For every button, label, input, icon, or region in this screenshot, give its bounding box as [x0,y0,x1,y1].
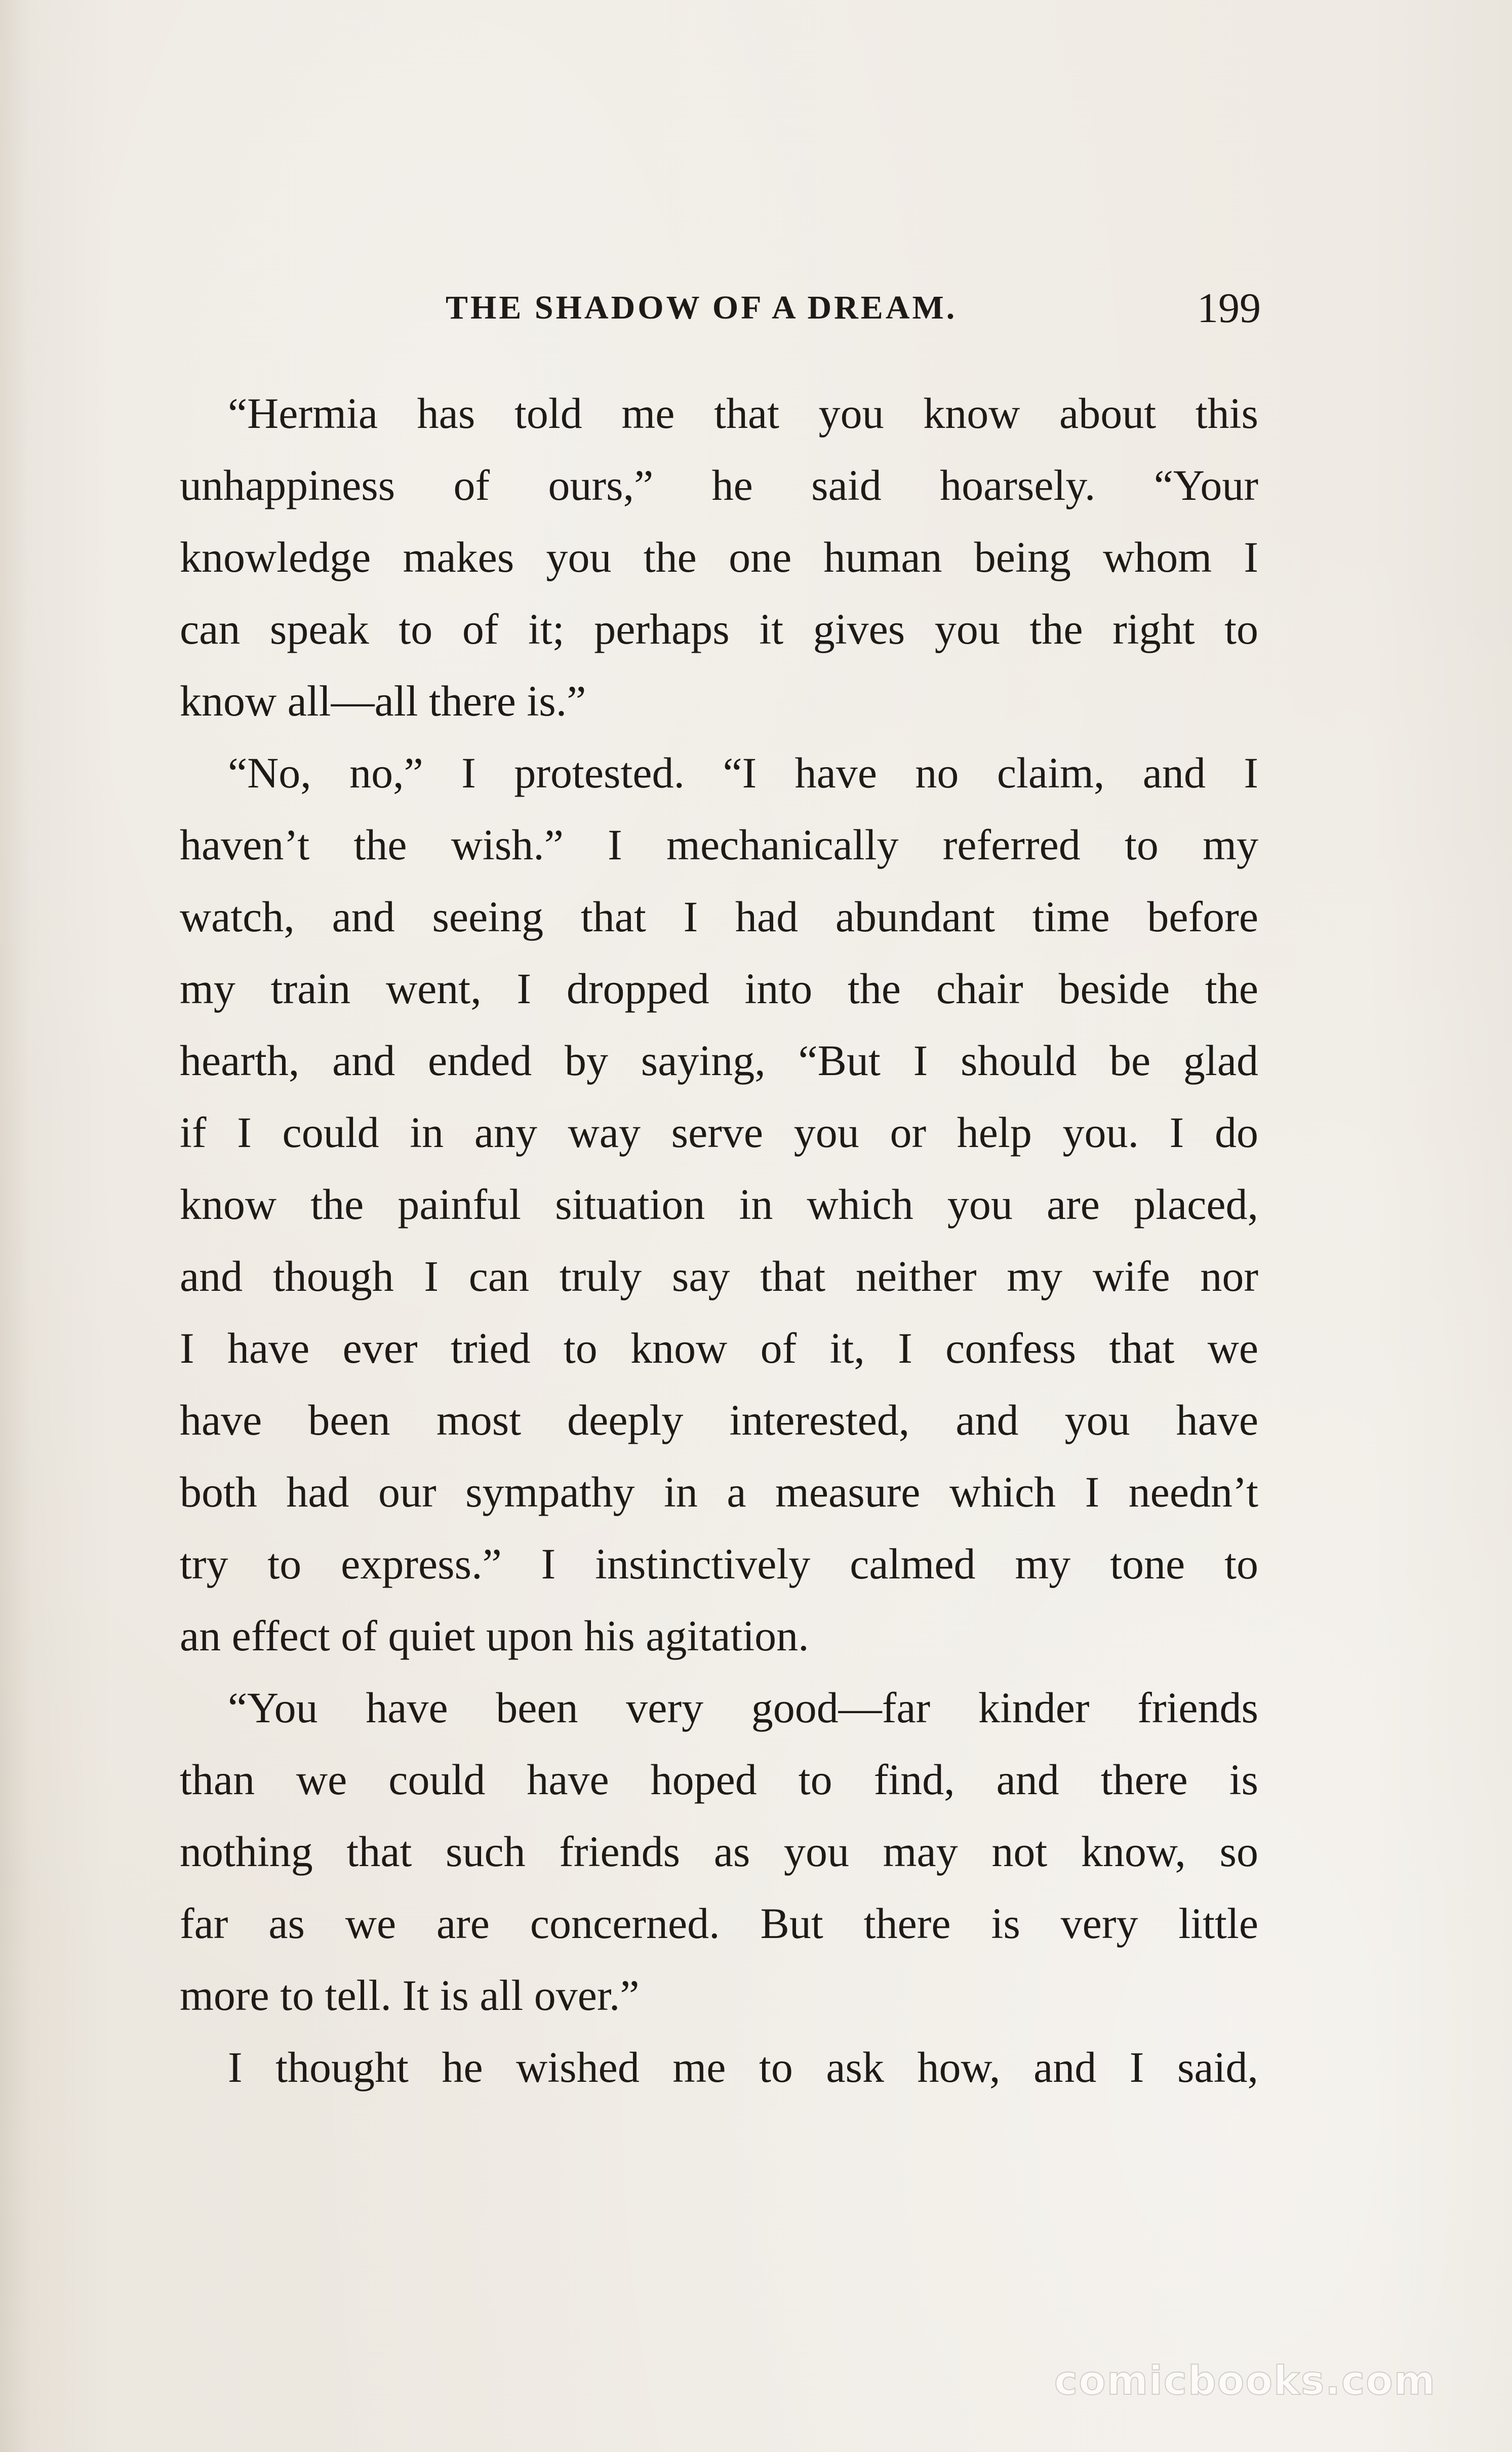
text-line: I thought he wished me to ask how, and I said, [228,2043,1258,2091]
running-title: THE SHADOW OF A DREAM. [446,289,958,326]
text-line: both had our sympathy in a measure which I needn’t [180,1468,1258,1516]
text-line: can speak to of it; perhaps it gives you the right to [180,605,1258,653]
text-line: my train went, I dropped into the chair beside the [180,964,1258,1013]
text-line: more to tell. It is all over.” [180,1971,640,2020]
text-line: “Hermia has told me that you know about this [228,389,1258,438]
text-line: watch, and seeing that I had abundant time before [180,892,1258,941]
watermark-text: comicbooks.com [1054,2358,1436,2404]
text-line: knowledge makes you the one human being whom I [180,533,1258,581]
text-line: have been most deeply interested, and you have [180,1396,1258,1444]
text-line: know the painful situation in which you are placed, [180,1180,1258,1229]
text-line: know all—all there is.” [180,677,586,725]
text-line: try to express.” I instinctively calmed my tone to [180,1539,1258,1588]
text-line: I have ever tried to know of it, I confess that we [180,1324,1258,1372]
text-line: and though I can truly say that neither my wife nor [180,1252,1258,1300]
body-text [180,377,1258,2103]
text-line: “You have been very good—far kinder friends [228,1683,1258,1732]
text-line: “No, no,” I protested. “I have no claim, and I [228,748,1258,797]
page-number: 199 [1197,285,1261,332]
text-line: an effect of quiet upon his agitation. [180,1611,809,1660]
text-line: haven’t the wish.” I mechanically referred to my [180,820,1258,869]
text-line: hearth, and ended by saying, “But I should be glad [180,1036,1258,1085]
text-line: unhappiness of ours,” he said hoarsely. “Your [180,461,1258,509]
text-line: if I could in any way serve you or help you. I do [180,1108,1258,1157]
text-line: than we could have hoped to find, and there is [180,1755,1258,1804]
text-line: far as we are concerned. But there is very little [180,1899,1258,1948]
running-head [182,284,1261,339]
text-line: nothing that such friends as you may not know, so [180,1827,1258,1876]
